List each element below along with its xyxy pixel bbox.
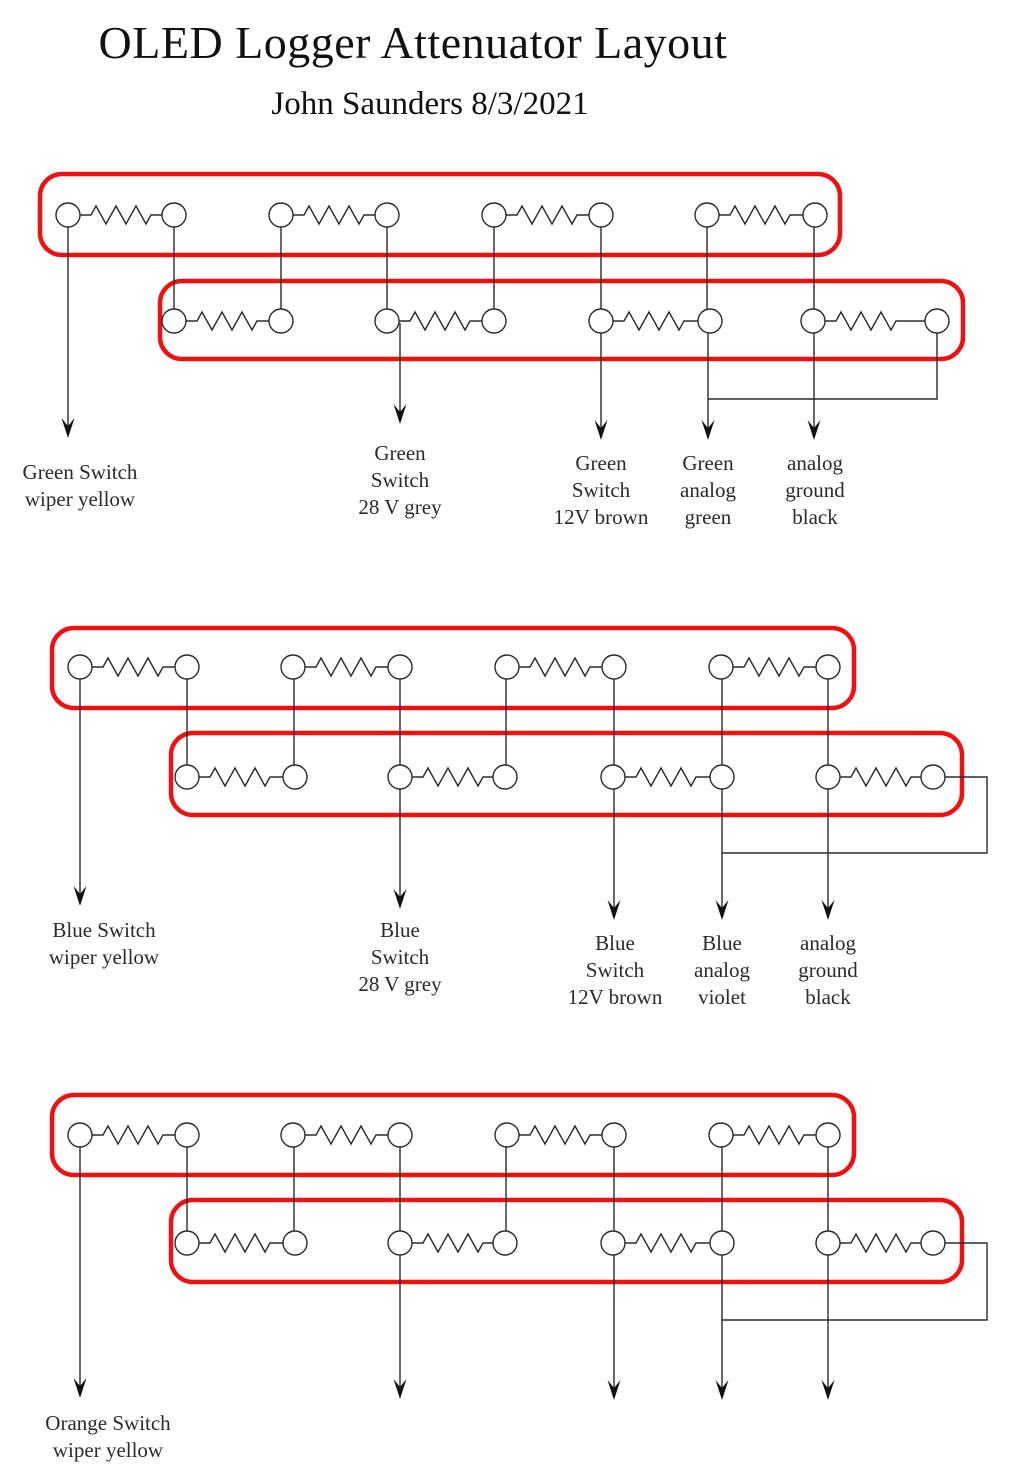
terminal-circle (175, 1231, 199, 1255)
terminal-circle (56, 203, 80, 227)
green-switch-28v-grey-label: Switch (370, 468, 430, 492)
terminal-circle (698, 309, 722, 333)
green-analog-green-label: green (684, 505, 732, 529)
resistor-symbol (412, 1234, 493, 1252)
terminal-circle (388, 655, 412, 679)
terminal-circle (709, 655, 733, 679)
terminal-circle (493, 765, 517, 789)
green-switch-28v-grey-label: Green (374, 441, 426, 465)
terminal-circle (601, 1231, 625, 1255)
blue-analog-violet-label: Blue (702, 931, 742, 955)
terminal-circle (162, 309, 186, 333)
terminal-circle (709, 1123, 733, 1147)
blue-analog-violet-label: analog (694, 958, 750, 982)
terminal-circle (175, 765, 199, 789)
analog-ground-black-label: ground (798, 958, 858, 982)
terminal-circle (482, 203, 506, 227)
resistor-symbol (293, 206, 375, 224)
terminal-circle (283, 1231, 307, 1255)
resistor-symbol (305, 1126, 388, 1144)
analog-ground-black-label: ground (785, 478, 845, 502)
resistor-symbol (733, 1126, 816, 1144)
terminal-circle (269, 203, 293, 227)
terminal-circle (816, 655, 840, 679)
terminal-circle (801, 309, 825, 333)
green-switch-12v-brown-label: Green (575, 451, 627, 475)
terminal-circle (602, 1123, 626, 1147)
resistor-symbol (506, 206, 589, 224)
terminal-circle (68, 1123, 92, 1147)
resistor-symbol (399, 312, 482, 330)
terminal-circle (601, 765, 625, 789)
terminal-circle (589, 309, 613, 333)
terminal-circle (388, 765, 412, 789)
analog-ground-black-label: black (805, 985, 851, 1009)
blue-switch-12v-brown-label: 12V brown (567, 985, 663, 1009)
resistor-symbol (305, 658, 388, 676)
terminal-circle (816, 765, 840, 789)
green-switch-wiper-yellow-label: wiper yellow (24, 487, 136, 511)
resistor-symbol (80, 206, 162, 224)
resistor-symbol (412, 768, 493, 786)
terminal-circle (710, 1231, 734, 1255)
terminal-circle (375, 309, 399, 333)
terminal-circle (493, 1231, 517, 1255)
blue-switch-wiper-yellow-label: wiper yellow (48, 945, 160, 969)
terminal-circle (281, 655, 305, 679)
resistor-symbol (825, 312, 925, 330)
terminal-circle (495, 655, 519, 679)
resistor-symbol (199, 768, 283, 786)
blue-switch-28v-grey-label: 28 V grey (358, 972, 442, 996)
green-analog-green-label: analog (680, 478, 736, 502)
green-analog-green-label: Green (682, 451, 734, 475)
terminal-circle (921, 1231, 945, 1255)
blue-switch-wiper-yellow-label: Blue Switch (52, 918, 156, 942)
blue-switch-28v-grey-label: Switch (370, 945, 430, 969)
green-switch-12v-brown-label: Switch (571, 478, 631, 502)
return-wire (708, 333, 937, 399)
terminal-circle (175, 655, 199, 679)
terminal-circle (375, 203, 399, 227)
resistor-symbol (199, 1234, 283, 1252)
resistor-symbol (719, 206, 803, 224)
terminal-circle (602, 655, 626, 679)
blue-top-bank-outline (52, 628, 854, 708)
blue-switch-28v-grey-label: Blue (380, 918, 420, 942)
analog-ground-black-label: analog (800, 931, 856, 955)
terminal-circle (388, 1123, 412, 1147)
resistor-symbol (92, 1126, 175, 1144)
terminal-circle (710, 765, 734, 789)
terminal-circle (175, 1123, 199, 1147)
orange-switch-wiper-yellow-label: Orange Switch (45, 1411, 171, 1435)
terminal-circle (162, 203, 186, 227)
resistor-symbol (625, 1234, 710, 1252)
green-switch-12v-brown-label: 12V brown (553, 505, 649, 529)
resistor-symbol (519, 658, 602, 676)
resistor-symbol (92, 658, 175, 676)
analog-ground-black-label: analog (787, 451, 843, 475)
resistor-symbol (186, 312, 269, 330)
analog-ground-black-label: black (792, 505, 838, 529)
terminal-circle (482, 309, 506, 333)
resistor-symbol (625, 768, 710, 786)
terminal-circle (803, 203, 827, 227)
terminal-circle (816, 1231, 840, 1255)
resistor-symbol (840, 1234, 921, 1252)
green-switch-wiper-yellow-label: Green Switch (22, 460, 138, 484)
resistor-symbol (733, 658, 816, 676)
blue-switch-12v-brown-label: Blue (595, 931, 635, 955)
terminal-circle (283, 765, 307, 789)
terminal-circle (816, 1123, 840, 1147)
orange-switch-wiper-yellow-label: wiper yellow (52, 1438, 164, 1462)
page-title: OLED Logger Attenuator Layout (98, 17, 728, 68)
terminal-circle (495, 1123, 519, 1147)
terminal-circle (589, 203, 613, 227)
terminal-circle (281, 1123, 305, 1147)
terminal-circle (921, 765, 945, 789)
terminal-circle (695, 203, 719, 227)
resistor-symbol (613, 312, 698, 330)
resistor-symbol (840, 768, 921, 786)
blue-switch-12v-brown-label: Switch (585, 958, 645, 982)
terminal-circle (68, 655, 92, 679)
terminal-circle (388, 1231, 412, 1255)
blue-analog-violet-label: violet (698, 985, 746, 1009)
terminal-circle (925, 309, 949, 333)
resistor-symbol (519, 1126, 602, 1144)
page-subtitle: John Saunders 8/3/2021 (271, 86, 589, 122)
green-switch-28v-grey-label: 28 V grey (358, 495, 442, 519)
terminal-circle (269, 309, 293, 333)
